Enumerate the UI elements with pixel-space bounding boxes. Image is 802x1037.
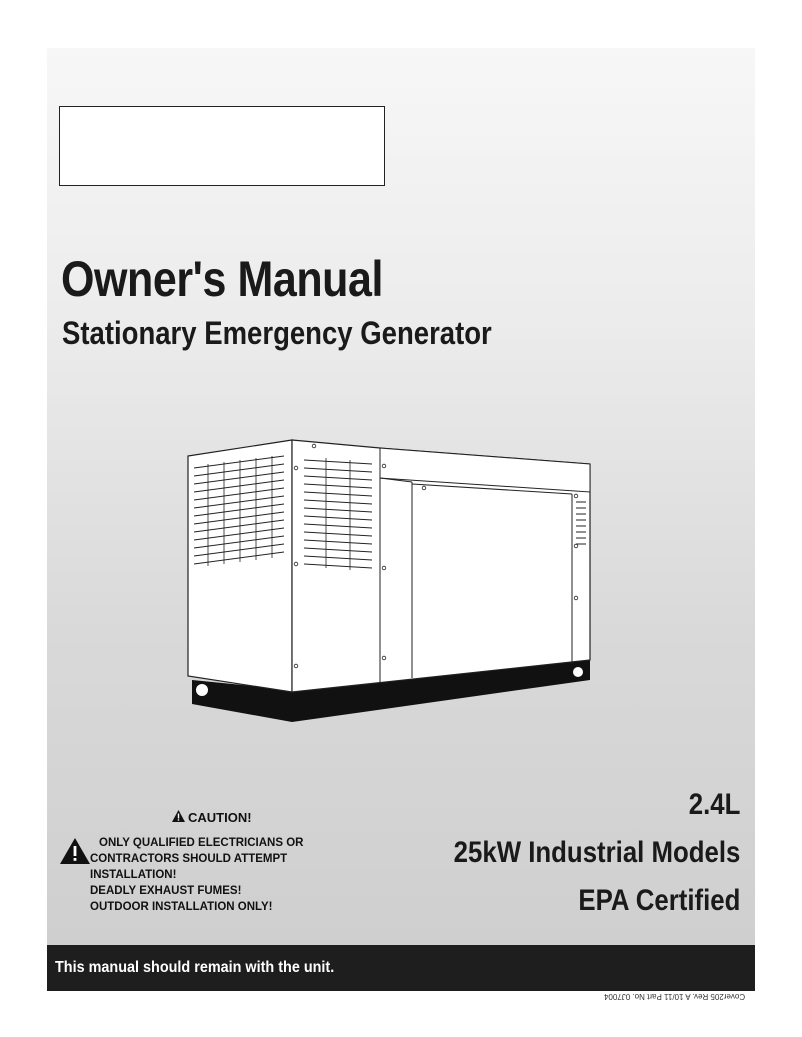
manual-title: Owner's Manual	[61, 251, 384, 307]
caution-line: OUTDOOR INSTALLATION ONLY!	[90, 901, 273, 913]
caution-line: INSTALLATION!	[90, 869, 177, 881]
certification: EPA Certified	[577, 884, 740, 917]
part-number: Cover205 Rev. A 10/11 Part No. 0J7004	[604, 992, 746, 1001]
engine-size: 2.4L	[688, 788, 740, 821]
footer-notice: This manual should remain with the unit.	[55, 959, 335, 976]
label-box	[59, 106, 385, 186]
caution-line: ONLY QUALIFIED ELECTRICIANS OR	[99, 837, 304, 849]
generator-illustration	[180, 432, 600, 732]
caution-line: CONTRACTORS SHOULD ATTEMPT	[90, 853, 288, 865]
caution-heading-text: CAUTION!	[188, 810, 252, 825]
model-rating: 25kW Industrial Models	[453, 836, 740, 869]
model-info	[407, 781, 740, 925]
warning-triangle-icon	[172, 810, 185, 825]
caution-message	[90, 835, 350, 915]
manual-subtitle: Stationary Emergency Generator	[62, 315, 492, 351]
caution-heading	[172, 810, 252, 825]
warning-triangle-icon	[60, 838, 90, 864]
caution-line: DEADLY EXHAUST FUMES!	[90, 885, 242, 897]
footer-bar	[47, 945, 755, 991]
